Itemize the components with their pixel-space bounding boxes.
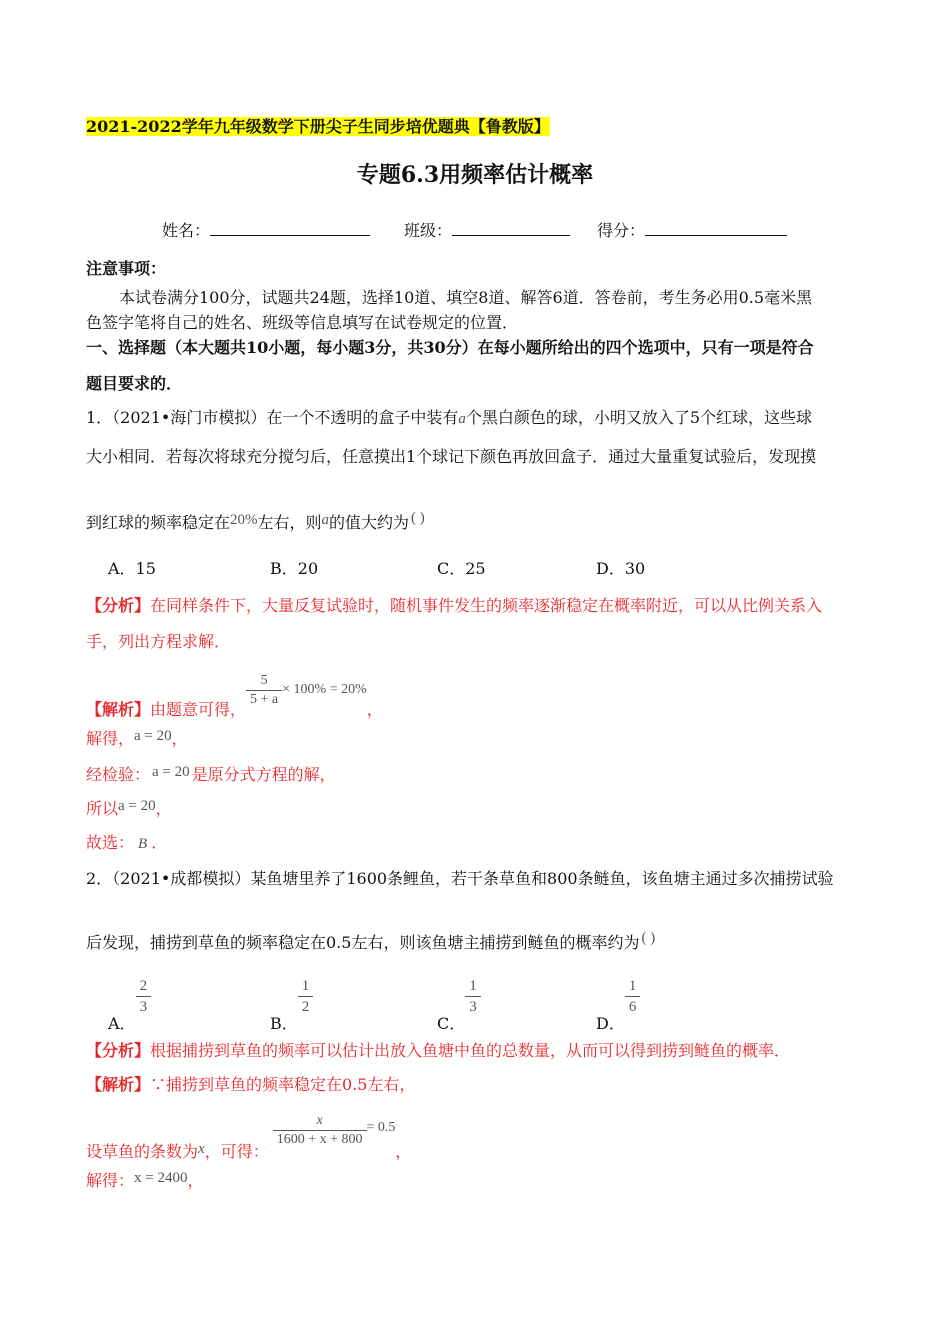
name-field-row: [162, 219, 370, 242]
q2-line-2: 后发现，捕捞到草鱼的频率稳定在0.5左右，则该鱼塘主捕捞到鲢鱼的概率约为 ( ): [86, 930, 656, 952]
notice-line-1: 本试卷满分100分，试题共24题，选择10道、填空8道、解答6道．答卷前，考生务必用0.5毫米黑: [119, 288, 813, 307]
answer-paren: ( ): [411, 510, 425, 526]
q2-equation-rest: = 0.5: [366, 1120, 396, 1135]
q1-equation-rest: × 100% = 20%: [282, 682, 367, 697]
q1-so-line: 所以a = 20，: [86, 798, 172, 818]
score-blank[interactable]: [645, 219, 787, 236]
q1-check-eq: a = 20: [152, 764, 190, 780]
percent-value: 20%: [230, 512, 258, 528]
q1-solution-line: 【解析】由题意可得， $\frac{5}{5 + a}$ × 100% = 20%，: [86, 673, 383, 719]
notice-heading: 注意事项：: [86, 259, 167, 278]
q2-option-b[interactable]: B． $\frac{1}{2}$: [270, 976, 313, 1017]
class-label: 班级：: [404, 221, 453, 240]
q1-check-line: 经检验： a = 20 是原分式方程的解，: [86, 764, 336, 784]
fraction: $\frac{1}{2}$: [298, 976, 314, 1017]
q1-line-1: 1．（2021•海门市模拟）在一个不透明的盒子中装有a个黑白颜色的球，小明又放入了5个红球，这些球: [86, 408, 813, 427]
q1-answer: B: [138, 836, 148, 852]
solution-tag: 【解析】: [86, 1075, 151, 1094]
q2-fraction: $\frac{x}{1600 + x + 800}$: [273, 1112, 367, 1149]
q2-analysis-line: 【分析】根据捕捞到草鱼的频率可以估计出放入鱼塘中鱼的总数量，从而可以得到捞到鲢鱼的概率．: [86, 1041, 791, 1060]
q1-line-2: 大小相同．若每次将球充分搅匀后，任意摸出1个球记下颜色再放回盒子．通过大量重复试验后，发现摸: [86, 447, 817, 466]
q1-solved-eq: a = 20: [134, 728, 172, 744]
answer-paren: ( ): [641, 930, 656, 946]
q2-option-d[interactable]: D． $\frac{1}{6}$: [596, 976, 640, 1017]
notice-line-2: 色签字笔将自己的姓名、班级等信息填写在试卷规定的位置．: [86, 313, 519, 332]
q2-option-a[interactable]: A． $\frac{2}{3}$: [108, 976, 151, 1017]
analysis-tag: 【分析】: [86, 1041, 151, 1060]
name-label: 姓名：: [162, 221, 211, 240]
section-heading-line-2: 题目要求的．: [86, 374, 183, 393]
q2-solution-line: 【解析】∵捕捞到草鱼的频率稳定在0.5左右，: [86, 1075, 416, 1094]
q1-solved-line: 解得，a = 20，: [86, 728, 188, 748]
q2-let-line: 设草鱼的条数为x，可得： $\frac{x}{1600 + x + 800}$ = 0.5，: [86, 1113, 412, 1161]
q1-fraction: $\frac{5}{5 + a}$: [246, 672, 282, 709]
section-heading-line-1: 一、选择题（本大题共10小题，每小题3分，共30分）在每小题所给出的四个选项中，只有一项是符合: [86, 338, 814, 357]
q1-choose-line: 故选： B ．: [86, 833, 168, 852]
q1-option-b[interactable]: B．20: [270, 559, 319, 578]
analysis-tag: 【分析】: [86, 596, 151, 615]
score-field-row: [597, 219, 787, 242]
var-a: a: [321, 512, 330, 528]
q2-solved-line: 解得：x = 2400，: [86, 1170, 204, 1190]
var-x: x: [198, 1141, 205, 1157]
q1-option-c[interactable]: C．25: [437, 559, 486, 578]
q1-option-a[interactable]: A．15: [108, 559, 156, 578]
series-title: 2021-2022学年九年级数学下册尖子生同步培优题典【鲁教版】: [86, 117, 550, 136]
q1-line-3: 到红球的频率稳定在20%左右，则a的值大约为 ( ): [86, 510, 425, 532]
page-title: 专题6.3用频率估计概率: [356, 162, 594, 188]
fraction: $\frac{1}{6}$: [625, 976, 641, 1017]
var-a: a: [458, 411, 466, 427]
class-blank[interactable]: [452, 219, 570, 236]
q1-option-d[interactable]: D．30: [596, 559, 646, 578]
q2-line-1: 2．（2021•成都模拟）某鱼塘里养了1600条鲤鱼，若干条草鱼和800条鲢鱼，该鱼塘主通过多次捕捞试验: [86, 869, 834, 888]
q1-so-eq: a = 20: [118, 798, 156, 814]
fraction: $\frac{1}{3}$: [465, 976, 481, 1017]
solution-tag: 【解析】: [86, 700, 151, 719]
class-field-row: [404, 219, 570, 242]
score-label: 得分：: [597, 221, 646, 240]
q2-solved-eq: x = 2400: [134, 1170, 188, 1186]
fraction: $\frac{2}{3}$: [136, 976, 152, 1017]
q1-analysis-line-1: 【分析】在同样条件下，大量反复试验时，随机事件发生的频率逐渐稳定在概率附近，可以从比例关系入: [86, 596, 823, 615]
q2-option-c[interactable]: C． $\frac{1}{3}$: [437, 976, 481, 1017]
name-blank[interactable]: [210, 219, 370, 236]
q1-analysis-line-2: 手，列出方程求解．: [86, 632, 231, 651]
